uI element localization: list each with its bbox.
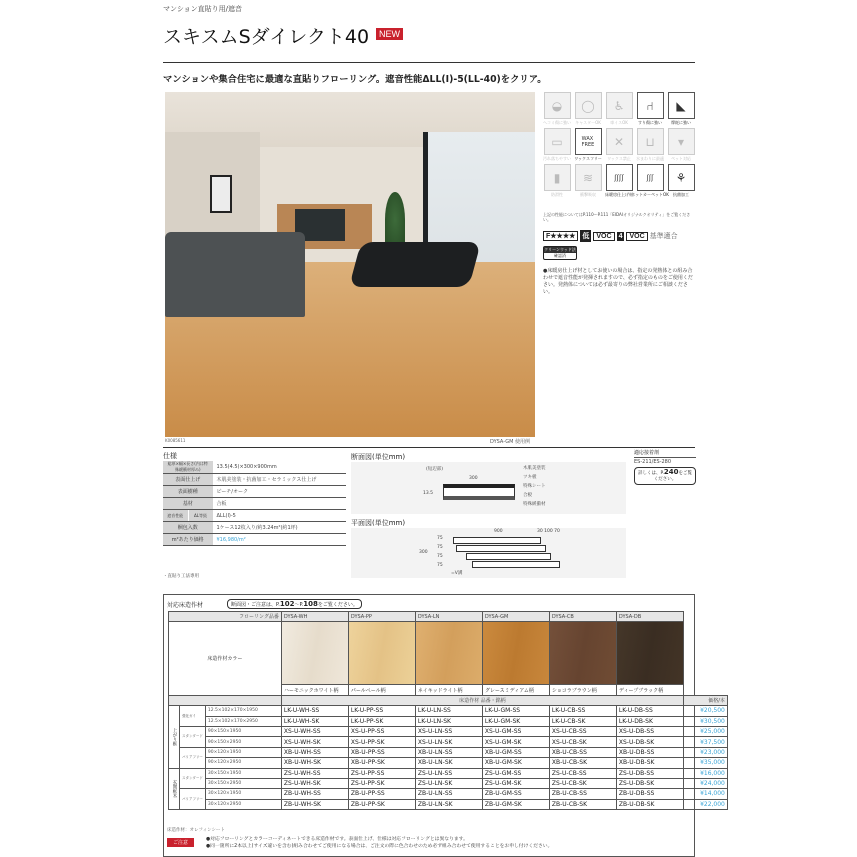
product-code: ZS-U-GM-SS <box>482 768 549 778</box>
color-label: 床造作材カラー <box>169 622 282 695</box>
feature-no-wax <box>605 128 633 162</box>
product-code: XS-U-PP-SK <box>348 737 415 747</box>
feature-label: 抗菌加工 <box>673 192 689 197</box>
wax-free-icon: WAX FREE <box>575 128 602 155</box>
flooring-code-label: フローリング品番 <box>169 612 282 622</box>
swatch-cell <box>549 622 616 685</box>
product-code: ZB-U-PP-SS <box>348 789 415 799</box>
thickness-label: 13.5 <box>423 491 434 496</box>
product-code: XB-U-DB-SS <box>616 747 683 757</box>
price: ¥16,000 <box>683 768 727 778</box>
product-code: ZB-U-LN-SS <box>415 789 482 799</box>
photo-caption: DYSA-GM 使用例 <box>490 439 530 445</box>
width-label: 300 <box>469 476 478 481</box>
spec-row <box>163 474 346 486</box>
adhesive-value: ES-211/ES-280 <box>634 459 672 465</box>
product-code: XS-U-DB-SK <box>616 737 683 747</box>
table-row <box>169 799 728 809</box>
product-code: XB-U-PP-SK <box>348 758 415 768</box>
table-row <box>169 716 728 726</box>
color-swatch-db <box>617 622 683 684</box>
feature-stain <box>543 128 571 162</box>
wear-resistant-icon: ◣ <box>668 92 695 119</box>
product-code: ZB-U-WH-SS <box>281 789 348 799</box>
ref-prefix: 断面図・ご注意は、P. <box>231 602 280 608</box>
color-name: ディープブラック柄 <box>616 685 683 695</box>
certification-row <box>543 230 678 242</box>
product-code: LK-U-PP-SK <box>348 716 415 726</box>
product-code: LK-U-WH-SK <box>281 716 348 726</box>
spec-price: ¥16,980/m² <box>213 534 346 546</box>
flooring-code: DYSA-DB <box>616 612 683 622</box>
floor-heating-warning: ●床暖房仕上げ材としてお使いの場合は、指定の発熱体との組み合わせで遮音性能が発揮されますので、必ず指定のものをご使用ください。発熱体については必ず最寄りの弊社営業所にご相談ください。 <box>543 268 693 295</box>
caution-line: ●対応フローリングとカラーコーディネートできる床造作材です。表面仕上げ、仕様は対応フローリングとは異なります。 <box>206 837 468 842</box>
spec-label: 遮音性能 <box>163 510 188 522</box>
subgroup-label: スタンダード <box>180 768 206 789</box>
feature-label: キャスターOK <box>575 120 601 125</box>
spec-label: 梱包入数 <box>163 522 213 534</box>
substitute-page-ref <box>227 599 362 609</box>
product-code: XB-U-CB-SS <box>549 747 616 757</box>
subgroup-label: スタンダード <box>180 726 206 747</box>
spec-label: 総厚×幅×長さ(内は特殊緩衝材厚み) <box>163 461 213 474</box>
divider <box>163 62 695 63</box>
edge-label: (短辺部) <box>426 467 444 472</box>
feature-wear <box>667 92 695 126</box>
feature-hot-carpet <box>631 164 669 198</box>
length-label: 900 <box>494 529 503 534</box>
product-code: LK-U-GM-SK <box>482 716 549 726</box>
feature-pet <box>667 128 695 162</box>
stain-icon: ▭ <box>544 128 571 155</box>
product-code: XB-U-WH-SK <box>281 758 348 768</box>
material-note: 床造作材：オレフィンシート <box>167 828 226 833</box>
price: ¥22,000 <box>683 799 727 809</box>
product-code: XB-U-WH-SS <box>281 747 348 757</box>
ref-suffix: をご覧ください。 <box>653 471 693 482</box>
price: ¥35,000 <box>683 758 727 768</box>
price: ¥24,000 <box>683 778 727 788</box>
product-title: スキスムSダイレクト40 <box>163 26 370 48</box>
pet-icon: ▾ <box>668 128 695 155</box>
substitute-table <box>168 611 728 810</box>
size: 30×120×2950 <box>205 799 281 809</box>
dent-icon: ◒ <box>544 92 571 119</box>
feature-label: ペット対応 <box>671 156 691 161</box>
product-code: LK-U-CB-SS <box>549 706 616 716</box>
photo-plant <box>385 192 405 247</box>
product-code: XB-U-GM-SS <box>482 747 549 757</box>
row-label: 75 <box>437 563 443 568</box>
water-icon: ⊔ <box>637 128 664 155</box>
flooring-code: DYSA-CB <box>549 612 616 622</box>
product-code: ZB-U-GM-SS <box>482 789 549 799</box>
color-swatch-pp <box>349 622 415 684</box>
section-diagram <box>351 462 626 514</box>
adhesive-info <box>634 449 696 485</box>
color-swatch-cb <box>550 622 616 684</box>
spec-label: m²あたり価格 <box>163 534 213 546</box>
spec-label: 基材 <box>163 498 213 510</box>
spec-row <box>163 510 346 522</box>
color-swatch-gm <box>483 622 549 684</box>
feature-label: 車イスOK <box>610 120 628 125</box>
color-swatch-ln <box>416 622 482 684</box>
size: 90×120×1950 <box>205 747 281 757</box>
impact-icon: ≋ <box>575 164 602 191</box>
adhesive-heading: 適応接着剤 <box>634 449 696 458</box>
feature-slip <box>543 164 571 198</box>
product-code: XS-U-DB-SS <box>616 726 683 736</box>
floor-heating-icon: ʃʃʃʃ <box>606 164 633 191</box>
product-code: LK-U-CB-SK <box>549 716 616 726</box>
swatch-cell <box>616 622 683 685</box>
scratch-resistant-icon: ⑁ <box>637 92 664 119</box>
swatch-cell <box>348 622 415 685</box>
product-code: XS-U-WH-SK <box>281 737 348 747</box>
blank-header <box>169 695 282 705</box>
ref-page: 240 <box>663 468 679 476</box>
subgroup-label: バリアフリー <box>180 747 206 768</box>
layer-label: 特殊緩衝材 <box>523 502 546 507</box>
f-star-cert: F★★★★ <box>543 231 578 241</box>
color-swatch-wh <box>282 622 348 684</box>
width-label: 300 <box>419 550 428 555</box>
spacer <box>683 622 727 685</box>
offset-labels: 30 100 70 <box>537 529 560 534</box>
table-row <box>169 737 728 747</box>
product-code: XS-U-CB-SK <box>549 737 616 747</box>
product-code: ZS-U-CB-SS <box>549 768 616 778</box>
layer-label: 特殊シート <box>523 484 546 489</box>
layer-label: ツキ板 <box>523 475 537 480</box>
ref-page-from: 102 <box>279 600 295 608</box>
product-code: XS-U-PP-SS <box>348 726 415 736</box>
product-code: LK-U-PP-SS <box>348 706 415 716</box>
material-header: 床造作材 品番・銘柄 <box>281 695 683 705</box>
cleanwood-badge <box>543 246 577 260</box>
feature-label: ヘコミ傷に強い <box>543 120 571 125</box>
product-code: XB-U-PP-SS <box>348 747 415 757</box>
spec-table <box>163 461 346 546</box>
feature-water <box>636 128 664 162</box>
group-label: 上がり框 <box>169 706 180 768</box>
table-row <box>169 706 728 716</box>
product-code: ZS-U-LN-SK <box>415 778 482 788</box>
price: ¥37,500 <box>683 737 727 747</box>
room-photo <box>165 92 535 437</box>
feature-antibacterial <box>667 164 695 198</box>
product-code: ZB-U-WH-SK <box>281 799 348 809</box>
product-code: XB-U-CB-SK <box>549 758 616 768</box>
table-row <box>169 789 728 799</box>
price: ¥14,000 <box>683 789 727 799</box>
product-code: XS-U-GM-SS <box>482 726 549 736</box>
row-label: 75 <box>437 536 443 541</box>
table-row <box>169 726 728 736</box>
feature-label: 摩耗に強い <box>671 120 691 125</box>
four-voc-cert: VOC <box>626 232 647 241</box>
table-row <box>169 768 728 778</box>
feature-impact <box>574 164 602 198</box>
spacer <box>683 685 727 695</box>
spec-sublabel: ΔL等級 <box>188 510 213 522</box>
product-code: ZS-U-WH-SS <box>281 768 348 778</box>
spec-value: ビーチ/オーク <box>213 486 346 498</box>
flooring-code: DYSA-PP <box>348 612 415 622</box>
standard-compliant: 基準適合 <box>649 232 678 240</box>
photo-id: K0085611 <box>165 438 186 443</box>
no-wax-icon: ✕ <box>606 128 633 155</box>
plan-diagram <box>351 528 626 578</box>
caution-line: ●同一箇所に2本以上(サイズ違いを含む)組み合わせてご使用になる場合は、ご注文の際に色合わせのため必ず組み合わせて使用することをお申し付けください。 <box>206 844 553 849</box>
size: 12.5×102×170×1950 <box>205 706 281 716</box>
subgroup-label: バリアフリー <box>180 789 206 810</box>
feature-label: ワックス禁止 <box>607 156 631 161</box>
spec-row <box>163 522 346 534</box>
plank-row <box>472 561 560 568</box>
product-code: ZB-U-LN-SK <box>415 799 482 809</box>
caution-badge: ご注意 <box>167 838 194 847</box>
size: 90×120×2950 <box>205 758 281 768</box>
layer-label: 木肌美塗装 <box>523 466 546 471</box>
swatch-row <box>169 622 728 685</box>
groove-label: =V溝 <box>451 571 463 576</box>
cleanwood-title: クリーンウッド法 <box>544 247 576 252</box>
ref-suffix: をご覧ください。 <box>317 602 358 608</box>
spec-value: ΔLL(I)-5 <box>213 510 346 522</box>
ref-prefix: 詳しくは、P. <box>637 471 664 476</box>
photo-sofa <box>165 232 305 317</box>
size: 30×120×1950 <box>205 789 281 799</box>
product-code: ZB-U-GM-SK <box>482 799 549 809</box>
feature-floor-heating <box>605 164 633 198</box>
spec-value: 1ケース12枚入り/約3.24m²(約1坪) <box>213 522 346 534</box>
flooring-code: DYSA-WH <box>281 612 348 622</box>
subgroup-label: 強化ガイ <box>180 706 206 727</box>
price: ¥25,000 <box>683 726 727 736</box>
product-code: ZS-U-WH-SK <box>281 778 348 788</box>
feature-dent <box>543 92 571 126</box>
product-code: XS-U-LN-SK <box>415 737 482 747</box>
plank-row <box>453 537 541 544</box>
feature-icon-grid <box>543 92 695 198</box>
feature-label: 防滑性 <box>551 192 563 197</box>
product-code: LK-U-DB-SS <box>616 706 683 716</box>
code-header-row <box>169 612 728 622</box>
plan-diagram-title: 平面図(単位mm) <box>351 519 406 527</box>
product-code: LK-U-WH-SS <box>281 706 348 716</box>
product-code: ZS-U-PP-SS <box>348 768 415 778</box>
product-code: ZB-U-CB-SS <box>549 789 616 799</box>
antibacterial-icon: ⚘ <box>668 164 695 191</box>
cleanwood-status: 確認済 <box>554 253 566 258</box>
swatch-cell <box>415 622 482 685</box>
size: 90×150×2950 <box>205 737 281 747</box>
new-badge: NEW <box>376 28 403 40</box>
plank-row <box>456 545 546 552</box>
product-code: ZB-U-DB-SS <box>616 789 683 799</box>
plank-row <box>466 553 551 560</box>
size: 30×150×2950 <box>205 778 281 788</box>
spec-value: 木肌美塗装・抗菌加工・セラミックス仕上げ <box>213 474 346 486</box>
product-code: ZB-U-CB-SK <box>549 799 616 809</box>
photo-picture-frame <box>210 175 232 213</box>
feature-label: ホットカーペットOK <box>631 192 669 197</box>
features-note: 上記の性能についてはP.110～P.111「EIDAIオリジナルクオリティ」をご覧ください。 <box>543 212 691 222</box>
product-code: XB-U-DB-SK <box>616 758 683 768</box>
spacer <box>683 612 727 622</box>
photo-lounge-chair <box>349 242 481 287</box>
adhesive-page-ref <box>634 467 696 485</box>
feature-wheelchair <box>605 92 633 126</box>
spec-row <box>163 461 346 474</box>
flooring-code: DYSA-LN <box>415 612 482 622</box>
caster-icon: ◯ <box>575 92 602 119</box>
product-code: XS-U-GM-SK <box>482 737 549 747</box>
spec-row <box>163 498 346 510</box>
product-code: LK-U-DB-SK <box>616 716 683 726</box>
color-name: グレースミディアム柄 <box>482 685 549 695</box>
spec-value: 合板 <box>213 498 346 510</box>
spec-row <box>163 534 346 546</box>
material-header-row <box>169 695 728 705</box>
price-header: 価格/本 <box>683 695 727 705</box>
product-code: XB-U-GM-SK <box>482 758 549 768</box>
product-code: XB-U-LN-SS <box>415 747 482 757</box>
low-voc-prefix: 低 <box>580 230 591 242</box>
product-code: ZB-U-DB-SK <box>616 799 683 809</box>
layer-label: 合板 <box>523 493 532 498</box>
row-label: 75 <box>437 545 443 550</box>
slip-icon: ▮ <box>544 164 571 191</box>
tagline: マンションや集合住宅に最適な直貼りフローリング。遮音性能ΔLL(I)-5(LL-40)をクリア。 <box>163 74 547 85</box>
row-label: 75 <box>437 554 443 559</box>
product-code: ZS-U-PP-SK <box>348 778 415 788</box>
hot-carpet-icon: ʃʃʃ <box>637 164 664 191</box>
product-code: ZS-U-GM-SK <box>482 778 549 788</box>
price: ¥20,500 <box>683 706 727 716</box>
spec-title: 仕様 <box>163 452 177 460</box>
product-code: XS-U-CB-SS <box>549 726 616 736</box>
feature-label: 水まわりに最適 <box>636 156 664 161</box>
color-name: ハーモニックホワイト柄 <box>281 685 348 695</box>
table-row <box>169 747 728 757</box>
size: 90×150×1950 <box>205 726 281 736</box>
spec-footnote: ・直貼り工法専用 <box>163 574 199 579</box>
size: 30×150×1950 <box>205 768 281 778</box>
swatch-cell <box>281 622 348 685</box>
spec-row <box>163 486 346 498</box>
table-row <box>169 758 728 768</box>
product-code: ZS-U-DB-SS <box>616 768 683 778</box>
product-code: ZS-U-LN-SS <box>415 768 482 778</box>
category-label: マンション直貼り用/遮音 <box>163 5 243 13</box>
flooring-code: DYSA-GM <box>482 612 549 622</box>
spec-value: 13.5(4.5)×300×900mm <box>213 461 346 474</box>
table-row <box>169 778 728 788</box>
price: ¥30,500 <box>683 716 727 726</box>
group-label: 玄関框木 <box>169 768 180 810</box>
feature-scratch <box>636 92 664 126</box>
section-board-shape <box>443 484 515 500</box>
feature-label: 衝撃吸収 <box>580 192 596 197</box>
size: 12.5×102×170×2950 <box>205 716 281 726</box>
product-code: ZS-U-CB-SK <box>549 778 616 788</box>
spec-label: 表面仕上げ <box>163 474 213 486</box>
color-name: ネイキッドライト柄 <box>415 685 482 695</box>
product-code: XS-U-LN-SS <box>415 726 482 736</box>
ref-page-to: 108 <box>303 600 318 608</box>
product-code: LK-U-LN-SK <box>415 716 482 726</box>
spec-label: 表面樹種 <box>163 486 213 498</box>
feature-label: 汚れ落ちやすい <box>543 156 571 161</box>
feature-caster <box>574 92 602 126</box>
wheelchair-icon: ♿ <box>606 92 633 119</box>
feature-label: ワックスフリー <box>574 156 602 161</box>
product-code: LK-U-LN-SS <box>415 706 482 716</box>
substitute-title: 対応床造作材 <box>167 602 204 609</box>
product-code: XB-U-LN-SK <box>415 758 482 768</box>
feature-label: 床暖房仕上げ材 <box>605 192 633 197</box>
swatch-cell <box>482 622 549 685</box>
four-voc-prefix: 4 <box>618 232 623 240</box>
product-code: ZB-U-PP-SK <box>348 799 415 809</box>
product-code: LK-U-GM-SS <box>482 706 549 716</box>
color-name: ショコラブラウン柄 <box>549 685 616 695</box>
product-code: ZS-U-DB-SK <box>616 778 683 788</box>
section-diagram-title: 断面図(単位mm) <box>351 453 406 461</box>
product-code: XS-U-WH-SS <box>281 726 348 736</box>
price: ¥23,000 <box>683 747 727 757</box>
feature-label: すり傷に強い <box>638 120 662 125</box>
color-name: パールペール柄 <box>348 685 415 695</box>
low-voc-cert: VOC <box>593 232 614 241</box>
divider <box>163 447 695 448</box>
feature-wax-free <box>574 128 602 162</box>
ref-mid: ～P. <box>294 602 304 608</box>
caution-text <box>206 836 552 850</box>
